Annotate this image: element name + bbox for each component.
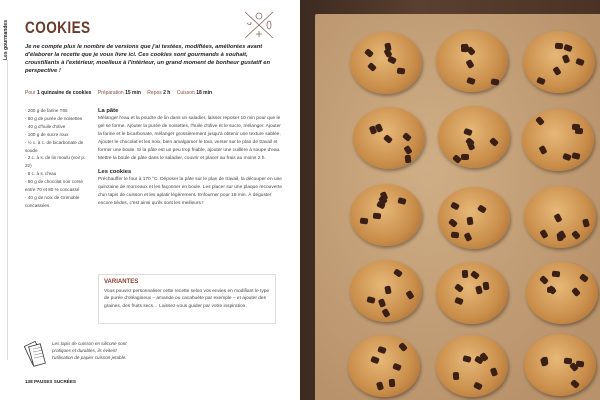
chocolate-chunk <box>475 285 483 294</box>
chocolate-chunk <box>571 124 579 130</box>
recipe-meta <box>25 90 217 96</box>
chocolate-chunk <box>539 275 549 285</box>
cookie <box>348 335 420 397</box>
chocolate-chunk <box>554 213 563 223</box>
cookie <box>436 262 508 324</box>
chocolate-chunk <box>454 283 464 293</box>
cookies-text: Préchauffer le four à 170 °C. Déposer la pâte sur le plan de travail, la découper en une quinzaine de morceaux et les façonner en boule. Les placer sur une plaque recouverte d'un tapis de cuisson et les aplatir légèrement. Enfourner pour 18 min. À déguster encore tièdes, c'est ainsi qu'ils sont les meilleurs ! <box>98 177 282 207</box>
chocolate-chunk <box>563 358 572 365</box>
chocolate-chunk <box>579 273 589 283</box>
ingredient: · 200 g de farine T65 <box>25 108 68 113</box>
baking-mat-icon <box>24 340 48 368</box>
cookie <box>524 186 596 248</box>
method <box>98 107 283 208</box>
chocolate-chunk <box>539 229 548 239</box>
chocolate-chunk <box>397 67 406 74</box>
cookies-heading: Les cookies <box>98 169 132 176</box>
chocolate-chunk <box>463 128 473 136</box>
chocolate-chunk <box>387 56 397 65</box>
chocolate-chunk <box>535 116 545 126</box>
chocolate-chunk <box>555 43 563 50</box>
chocolate-chunk <box>575 360 584 367</box>
chocolate-chunk <box>539 145 548 155</box>
chocolate-chunk <box>370 356 380 364</box>
cookie <box>522 109 594 171</box>
chocolate-chunk <box>393 269 403 278</box>
chocolate-chunk <box>367 62 377 72</box>
chocolate-chunk <box>462 43 470 53</box>
recipe-category-icon <box>243 10 275 40</box>
page-title: COOKIES <box>25 18 91 37</box>
chocolate-chunk <box>490 367 498 377</box>
chocolate-chunk <box>404 155 411 164</box>
prep-value: 15 min <box>125 90 141 96</box>
section-label: Les gourmandes <box>3 20 9 61</box>
chocolate-chunk <box>466 59 475 69</box>
cookie <box>350 32 422 94</box>
chocolate-chunk <box>381 308 390 318</box>
ingredient: · 40 g de noix de Grenoble concassées <box>25 194 80 208</box>
chocolate-chunk <box>397 197 406 205</box>
cookie <box>350 260 422 322</box>
chocolate-chunk <box>448 218 458 228</box>
chocolate-chunk <box>403 145 412 155</box>
chocolate-chunk <box>398 342 408 352</box>
pate-heading: La pâte <box>98 108 119 114</box>
chocolate-chunk <box>547 286 555 292</box>
variantes-box <box>98 274 276 324</box>
chocolate-chunk <box>383 134 393 144</box>
intro-text: Je ne compte plus le nombre de versions que j'ai testées, modifiées, améliorées avant d'élaborer la recette que je vous livre ici. Ces cookies sont gourmands à souhait, croustillants à l'extérieur, moelleux à l'intérieur, un grand moment de bonheur gustatif en perspective ! <box>25 44 270 74</box>
chocolate-chunk <box>453 371 459 379</box>
chocolate-chunk <box>463 232 472 242</box>
chocolate-chunk <box>473 382 483 391</box>
rest-value: 2 h <box>163 90 171 96</box>
chocolate-chunk <box>454 296 464 304</box>
cookie <box>438 106 510 168</box>
cookies-photo <box>300 0 600 400</box>
cookie <box>436 30 508 92</box>
chocolate-chunk <box>378 298 386 308</box>
cookie <box>436 335 508 397</box>
chocolate-chunk <box>552 66 561 76</box>
chocolate-chunk <box>406 290 415 300</box>
chocolate-chunk <box>392 362 402 370</box>
chocolate-chunk <box>377 345 387 353</box>
chocolate-chunk <box>451 231 460 238</box>
chocolate-chunk <box>491 78 500 85</box>
chocolate-chunk <box>389 379 396 387</box>
cook-label: Cuisson <box>176 90 195 96</box>
ingredient: · ½ c. à c. de bicarbonate de soude <box>25 139 84 153</box>
tip-text: Les tapis de cuisson en silicone sont pratiques et durables, ils évitent l'utilisation de papier cuisson jetable. <box>52 341 127 360</box>
chocolate-chunk <box>571 152 580 160</box>
chocolate-chunk <box>570 379 580 389</box>
chocolate-chunk <box>536 77 546 86</box>
chocolate-chunk <box>384 285 391 294</box>
ingredient: · 2 c. à s. de lin moulu (voir p. 22) <box>25 155 86 169</box>
variantes-heading: VARIANTES <box>104 279 139 285</box>
divider <box>7 60 8 360</box>
chocolate-chunk <box>462 270 468 278</box>
servings-label: Pour <box>25 90 36 96</box>
ingredient: · 5 c. à s. d'eau <box>25 171 57 177</box>
page-number: 138 PAUSES SUCRÉES <box>25 379 76 384</box>
cookie <box>438 187 510 249</box>
chocolate-chunk <box>542 357 549 366</box>
chocolate-chunk <box>450 201 460 210</box>
pate-text: Mélanger l'eau et la poudre de lin dans un saladier, laisser reposer 10 min pour que le gel se forme. Ajouter la purée de noisettes, l'huile d'olive et le sucre, mélanger. Ajouter la farine et le bicarbonate, mélanger grossièrement jusqu'à obtenir une texture sablée. Ajouter le chocolat et les noix, bien amalgamer le tout, verser sur le plan de travail et former une boule. Si la pâte est un peu trop friable, ajouter une cuillère à soupe d'eau. Mettre la boule de pâte dans le saladier, couvrir et placer au frais au moins 2 h. <box>98 116 281 161</box>
prep-label: Préparation <box>97 90 124 96</box>
chocolate-chunk <box>461 154 469 160</box>
chocolate-chunk <box>489 137 499 147</box>
cookie <box>353 107 425 169</box>
cook-value: 18 min <box>196 90 213 96</box>
chocolate-chunk <box>467 77 476 85</box>
chocolate-chunk <box>477 205 487 214</box>
chocolate-chunk <box>575 58 585 66</box>
variantes-text: Vous pouvez personnaliser cette recette selon vos envies en modifiant le type de purée d'oléagineux – amande ou cacahuète par exemple – et ajouter des graines, des fruits secs… Laissez-vous guider par votre inspiration. <box>104 288 270 309</box>
ingredient: · 60 g de purée de noisettes <box>25 115 83 121</box>
chocolate-chunk <box>582 219 590 228</box>
chocolate-chunk <box>462 355 471 363</box>
chocolate-chunk <box>373 212 382 219</box>
chocolate-chunk <box>552 271 561 278</box>
ingredient: · 50 g de chocolat noir corsé entre 70 et 80 % concassé <box>25 179 83 193</box>
chocolate-chunk <box>562 54 571 64</box>
chocolate-chunk <box>470 270 480 280</box>
chocolate-chunk <box>466 216 473 225</box>
chocolate-chunk <box>571 230 581 240</box>
servings-value: 1 quinzaine de cookies <box>36 90 92 96</box>
cookie <box>350 184 422 246</box>
ingredient: · 100 g de sucre roux <box>25 131 69 137</box>
chocolate-chunk <box>571 287 581 297</box>
rest-label: Repos <box>147 90 162 96</box>
chocolate-chunk <box>366 296 375 304</box>
chocolate-chunk <box>564 44 574 52</box>
chocolate-chunk <box>364 49 374 59</box>
chocolate-chunk <box>482 282 489 291</box>
chocolate-chunk <box>360 218 369 225</box>
chocolate-chunk <box>402 132 412 142</box>
ingredients-list <box>25 107 87 210</box>
ingredient: · 40 g d'huile d'olive <box>25 123 66 129</box>
chocolate-chunk <box>376 381 384 390</box>
